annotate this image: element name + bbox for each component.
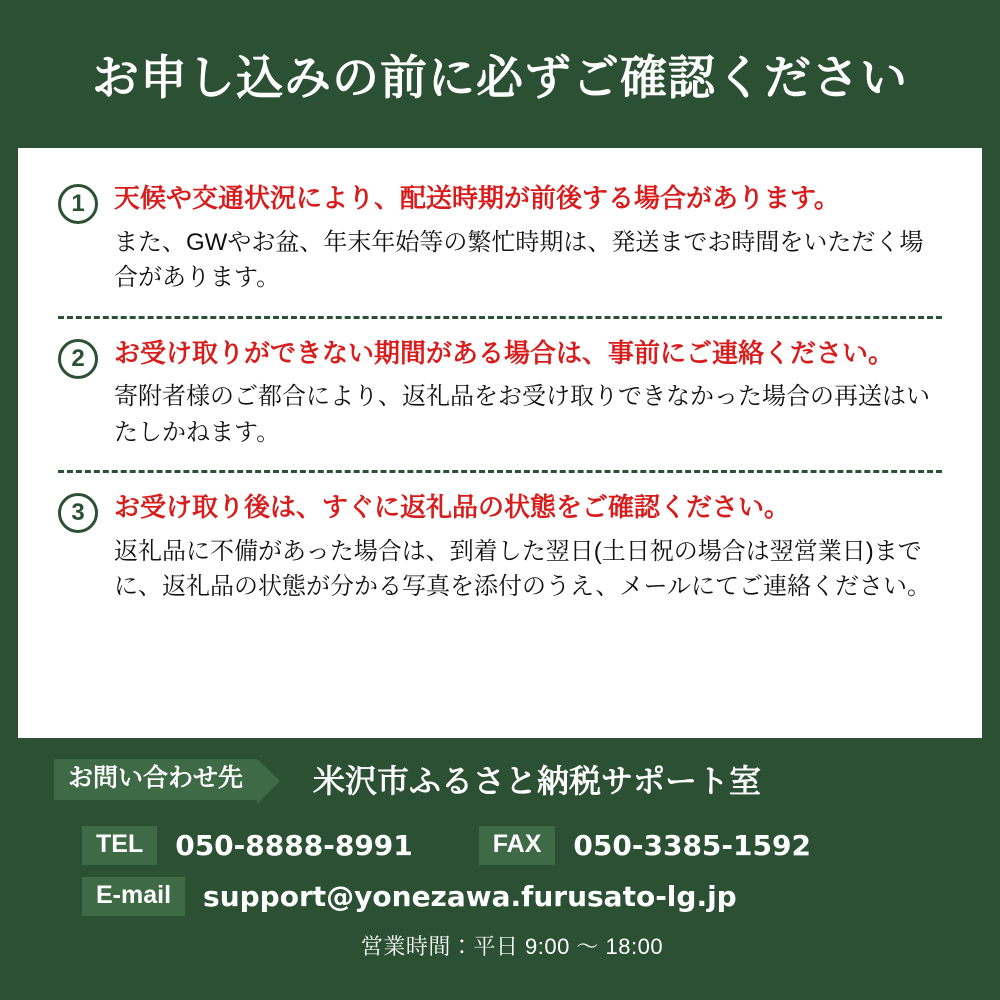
email-line: [82, 877, 942, 916]
fax-label: FAX: [479, 826, 556, 865]
notice-number-3: 3: [58, 493, 98, 533]
notice-item-3: [58, 491, 942, 605]
contact-header-row: [54, 756, 761, 802]
fax-value: 050-3385-1592: [573, 828, 811, 862]
divider-1: [58, 316, 942, 319]
notice-card: [18, 148, 982, 738]
notice-text-2: 寄附者様のご都合により、返礼品をお受け取りできなかった場合の再送はいたしかねます。: [114, 383, 930, 446]
phone-line: [82, 826, 942, 865]
notice-number-1: 1: [58, 184, 98, 224]
notice-body-3: [114, 491, 942, 605]
tel-value[interactable]: 050-8888-8991: [175, 828, 413, 862]
business-hours: 営業時間：平日 9:00 ～ 18:00: [360, 933, 664, 959]
tel-label: TEL: [82, 826, 157, 865]
notice-item-2: [58, 337, 942, 451]
email-value[interactable]: support@yonezawa.furusato-lg.jp: [203, 879, 737, 913]
page-header: [0, 0, 1000, 148]
email-label: E-mail: [82, 877, 185, 916]
contact-details: [82, 826, 942, 961]
notice-text-3: 返礼品に不備があった場合は、到着した翌日(土日祝の場合は翌営業日)までに、返礼品の状態が分かる写真を添付のうえ、メールにてご連絡ください。: [114, 537, 931, 601]
notice-heading-1: 天候や交通状況により、配送時期が前後する場合があります。: [114, 183, 840, 213]
notice-heading-3: お受け取り後は、すぐに返礼品の状態をご確認ください。: [114, 492, 791, 523]
contact-footer: [0, 738, 1000, 1000]
page-title: お申し込みの前に必ずご確認ください: [92, 50, 908, 104]
office-name: 米沢市ふるさと納税サポート室: [313, 763, 762, 799]
notice-heading-2: お受け取りができない期間がある場合は、事前にご連絡ください。: [114, 337, 895, 368]
notice-body-2: [114, 337, 942, 451]
notice-text-1: また、GWやお盆、年末年始等の繁忙時期は、発送までお時間をいただく場合があります。: [114, 228, 924, 292]
notice-body-1: [114, 182, 942, 296]
fax-group: [479, 826, 811, 865]
divider-2: [58, 470, 942, 473]
notice-number-2: 2: [58, 339, 98, 379]
notice-item-1: [58, 182, 942, 296]
contact-label: お問い合わせ先: [54, 759, 257, 800]
